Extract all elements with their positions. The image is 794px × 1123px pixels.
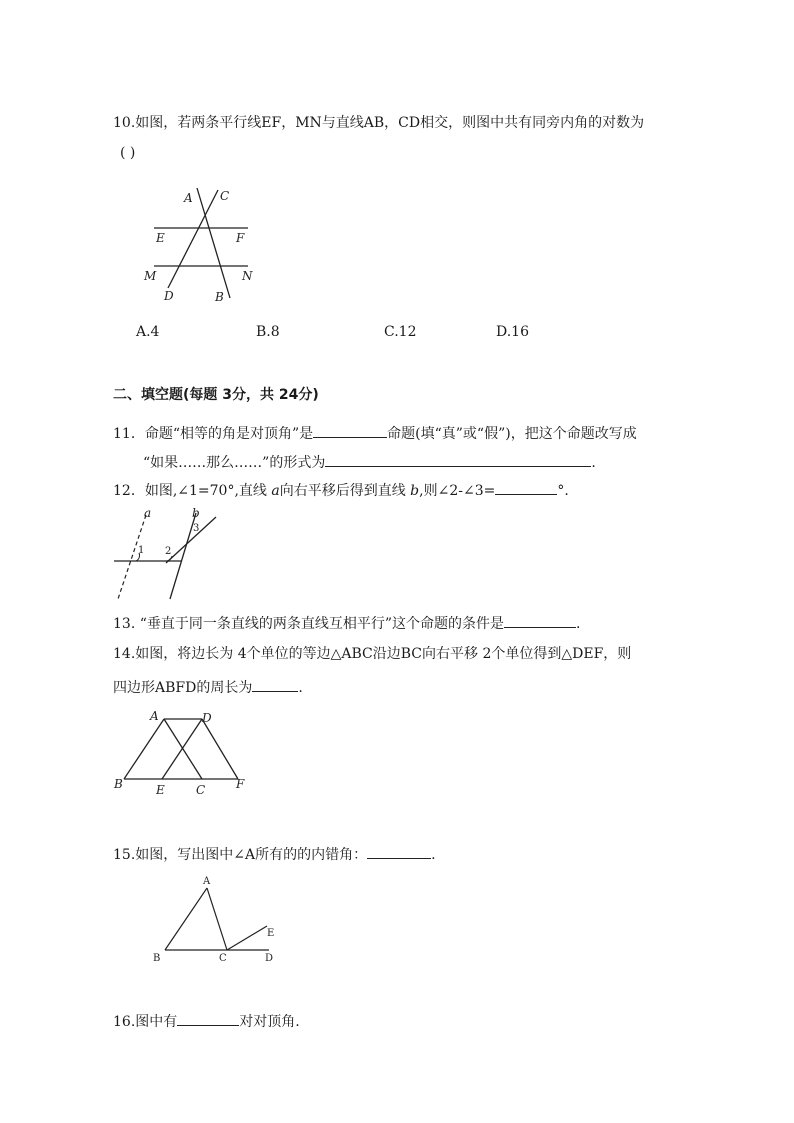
q13-text-a: 13. “垂直于同一条直线的两条直线互相平行”这个命题的条件是	[113, 616, 505, 632]
q12-text-d: °.	[557, 483, 569, 499]
line-a	[118, 515, 146, 599]
q10-stem: 10.如图，若两条平行线EF，MN与直线AB，CD相交，则图中共有同旁内角的对数为	[113, 115, 645, 131]
line-cd	[168, 190, 218, 288]
label-angle-2: 2	[165, 546, 172, 557]
q14-text-b: .	[298, 680, 303, 696]
q11-blank-1	[313, 423, 387, 438]
q16-text-a: 16.图中有	[113, 1014, 178, 1030]
transversal	[166, 517, 216, 563]
q12-var-a: a	[271, 483, 280, 499]
q16-line	[113, 1011, 300, 1031]
q16-blank	[177, 1011, 239, 1026]
label-c: C	[220, 189, 230, 203]
q15-blank	[367, 844, 431, 859]
q13-line	[113, 613, 580, 633]
label-d: D	[164, 289, 174, 303]
q10-option-c: C.12	[384, 324, 417, 340]
triangle-def-right	[202, 719, 238, 779]
label-b: B	[215, 290, 224, 304]
q15-text-a: 15.如图，写出图中∠A所有的的内错角：	[113, 847, 368, 863]
label-angle-3: 3	[193, 523, 200, 534]
q13-blank	[504, 613, 576, 628]
segment-ac	[207, 888, 227, 950]
line-ab	[197, 188, 230, 298]
label-line-b: b	[192, 506, 200, 520]
label-b: B	[153, 953, 161, 964]
label-line-a: a	[144, 506, 152, 520]
label-e: E	[156, 231, 165, 245]
q15-text-b: .	[431, 847, 436, 863]
q10-option-d: D.16	[496, 324, 529, 340]
label-a: A	[184, 191, 193, 205]
q10-option-b: B.8	[256, 324, 280, 340]
q16-text-b: 对对顶角.	[239, 1014, 300, 1030]
label-angle-1: 1	[138, 545, 145, 556]
q11-line2	[143, 452, 596, 472]
q14-line2	[113, 677, 303, 697]
label-c: C	[219, 953, 227, 964]
q12-blank	[495, 480, 557, 495]
label-f: F	[236, 777, 245, 791]
q11-text-c: “如果……那么……”的形式为	[143, 455, 326, 471]
q12-line	[113, 480, 569, 500]
q14-text-a: 四边形ABFD的周长为	[113, 680, 253, 696]
segment-ab	[165, 888, 207, 950]
q10-figure	[130, 180, 270, 310]
q14-figure	[110, 705, 260, 800]
section-heading: 二、填空题(每题 3分，共 24分)	[113, 387, 319, 403]
q12-var-b: b	[410, 483, 420, 499]
q12-text-c: ,则∠2-∠3=	[419, 483, 496, 499]
q13-text-b: .	[576, 616, 581, 632]
label-m: M	[144, 269, 157, 283]
label-f: F	[236, 231, 245, 245]
q11-text-a: 11．命题“相等的角是对顶角”是	[113, 426, 314, 442]
q12-figure	[110, 505, 230, 605]
label-a: A	[150, 709, 159, 723]
q11-line1	[113, 423, 637, 443]
q15-figure	[145, 870, 285, 970]
q10-option-a: A.4	[136, 324, 160, 340]
label-a: A	[203, 876, 211, 887]
q12-text-a: 12．如图,∠1=70°,直线	[113, 483, 272, 499]
label-e: E	[267, 928, 275, 939]
q11-text-b: 命题(填“真”或“假”)，把这个命题改写成	[387, 426, 637, 442]
triangle-abc-left	[124, 719, 164, 779]
label-d: D	[265, 953, 274, 964]
label-b: B	[114, 777, 123, 791]
q15-line	[113, 844, 436, 864]
q10-answer-paren: ( )	[120, 145, 136, 161]
q11-blank-2	[325, 452, 591, 467]
q14-line1: 14.如图，将边长为 4个单位的等边△ABC沿边BC向右平移 2个单位得到△DEF，则	[113, 646, 632, 662]
q12-text-b: 向右平移后得到直线	[279, 483, 411, 499]
label-n: N	[242, 269, 253, 283]
label-d: D	[202, 711, 212, 725]
label-e: E	[156, 783, 165, 797]
q11-text-d: .	[591, 455, 596, 471]
q14-blank	[252, 677, 298, 692]
label-c: C	[196, 783, 206, 797]
ray-ce	[227, 926, 267, 950]
